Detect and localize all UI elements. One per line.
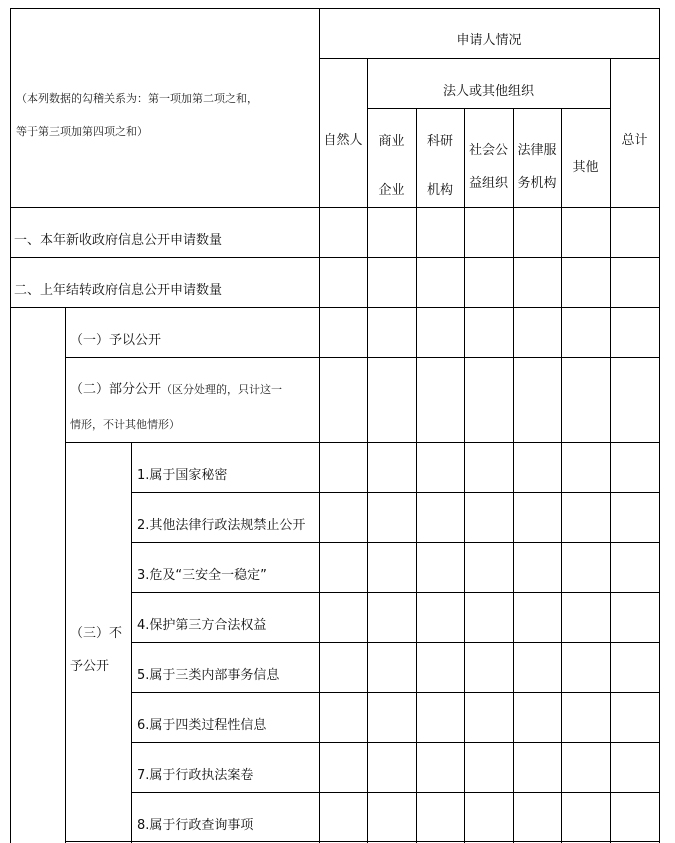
row-divider — [65, 357, 659, 358]
row-label-partial — [70, 382, 282, 398]
row-label-not-disclose-line1: （三）不 — [70, 626, 123, 641]
reason-query-matters: 8.属于行政查询事项 — [137, 818, 254, 833]
header-social-line2: 益组织 — [468, 176, 508, 191]
header-other: 其他 — [572, 160, 599, 175]
header-research-line1: 科研 — [426, 134, 453, 149]
row-divider — [131, 592, 659, 593]
col-divider-other — [561, 108, 562, 843]
header-legal-service-line2: 务机构 — [517, 176, 557, 191]
reason-prohibited-by-law: 2.其他法律行政法规禁止公开 — [137, 518, 306, 533]
header-business-line2: 企业 — [378, 183, 405, 198]
reason-third-party-rights: 4.保护第三方合法权益 — [137, 618, 267, 633]
header-legal-service-line1: 法律服 — [517, 143, 557, 158]
row-divider — [131, 642, 659, 643]
header-note-line1: （本列数据的勾稽关系为：第一项加第二项之和， — [16, 92, 258, 105]
row-divider — [131, 692, 659, 693]
row-label-carried-over: 二、上年结转政府信息公开申请数量 — [14, 283, 223, 298]
row-divider — [65, 841, 659, 842]
col-divider-legal-service — [513, 108, 514, 843]
row-divider — [131, 742, 659, 743]
col-divider-total — [610, 58, 611, 843]
row-divider — [65, 442, 659, 443]
table-right-border — [659, 8, 660, 843]
reason-three-safety-stability: 3.危及“三安全一稳定” — [137, 568, 267, 583]
table-left-border — [10, 8, 11, 843]
row-label-partial-main: （二）部分公开 — [70, 382, 162, 397]
row-label-partial-note: （区分处理的，只计这一 — [161, 383, 283, 396]
row-label-disclose: （一）予以公开 — [70, 333, 162, 348]
header-legal-person-group: 法人或其他组织 — [442, 84, 534, 99]
reason-state-secret: 1.属于国家秘密 — [137, 468, 228, 483]
row-label-partial-note-line2: 情形，不计其他情形） — [70, 418, 180, 431]
header-business-line1: 商业 — [378, 134, 405, 149]
row-divider — [131, 492, 659, 493]
col-divider-research — [416, 108, 417, 843]
reason-enforcement-files: 7.属于行政执法案卷 — [137, 768, 254, 783]
row-divider — [131, 792, 659, 793]
col-divider-reasons — [131, 442, 132, 843]
header-applicant-situation: 申请人情况 — [456, 33, 522, 48]
reason-internal-affairs: 5.属于三类内部事务信息 — [137, 668, 280, 683]
header-divider-legal — [367, 108, 610, 109]
row-label-new-requests: 一、本年新收政府信息公开申请数量 — [14, 233, 223, 248]
header-social-line1: 社会公 — [468, 143, 508, 158]
header-natural-person: 自然人 — [323, 133, 363, 148]
row-label-not-disclose-line2: 予公开 — [70, 659, 110, 674]
table-top-border — [10, 8, 659, 9]
header-total: 总计 — [621, 133, 648, 148]
col-divider-business — [367, 58, 368, 843]
col-divider-category — [65, 307, 66, 843]
row-divider — [131, 542, 659, 543]
header-research-line2: 机构 — [426, 183, 453, 198]
col-divider-social — [464, 108, 465, 843]
reason-process-information: 6.属于四类过程性信息 — [137, 718, 267, 733]
header-note-line2: 等于第三项加第四项之和） — [16, 125, 148, 138]
header-divider-applicant — [319, 58, 659, 59]
